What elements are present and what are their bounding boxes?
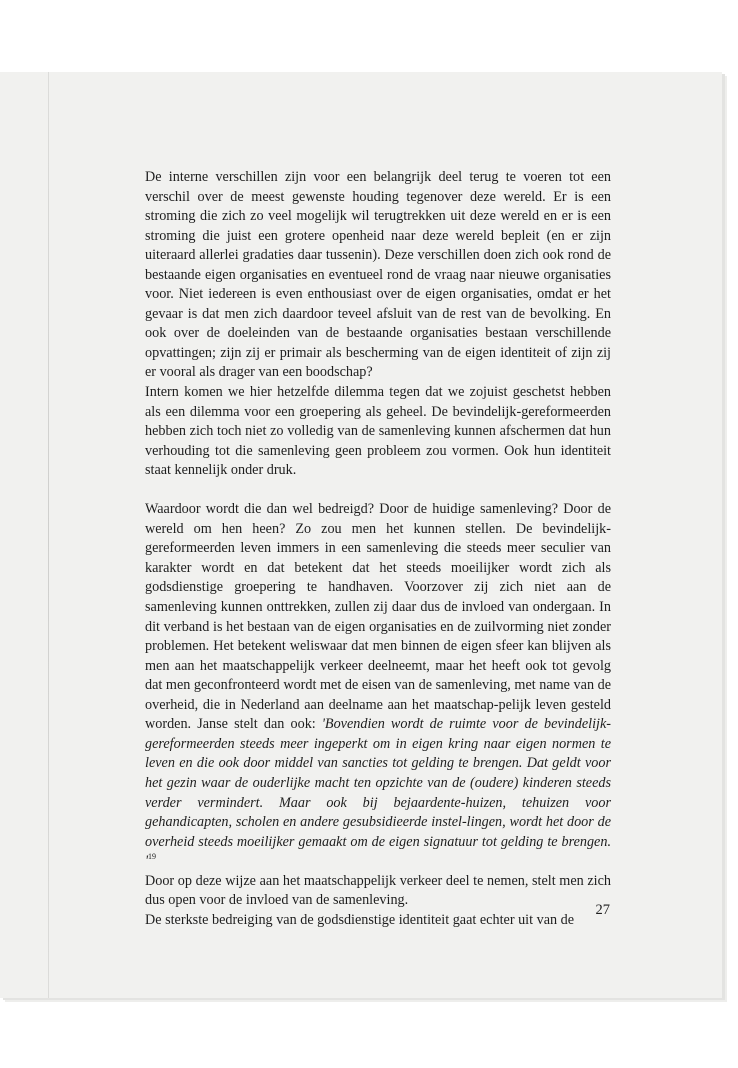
body-text [145,168,611,930]
paragraph-2: Intern komen we hier hetzelfde dilemma tegen dat we zojuist geschetst hebben als een dilemma voor een groepering als geheel. De bevindelijk-gereformeerden hebben zich toch niet zo volledig van de samenleving kunnen afschermen dat hun verhouding tot die samenleving geen probleem zou vormen. Ook hun identiteit staat kennelijk onder druk. [145,384,611,479]
book-page [0,72,722,998]
page-gutter-line [48,72,49,998]
footnote-marker: 19 [148,852,157,862]
paragraph-3-text: Waardoor wordt die dan wel bedreigd? Door de huidige samenleving? Door de wereld om hen heen? Zo zou men het kunnen stellen. De bevindelijk-gereformeerden leven immers in een samenleving die steeds meer seculier van karakter wordt en dat betekent dat het steeds moeilijker wordt zich als godsdienstige groepering te handhaven. Voorzover zij zich niet aan de samenleving kunnen onttrekken, zullen zij daar dus de invloed van ondergaan. In dit verband is het bestaan van de eigen organisaties en de zuilvorming niet zonder problemen. Het betekent weliswaar dat men binnen de eigen sfeer kan blijven als men aan het maatschappelijk verkeer deelneemt, maar het heeft ook tot gevolg dat men geconfronteerd wordt met de eisen van de samenleving, met name van de overheid, die in Nederland aan deelname aan het maatschap-pelijk leven gesteld worden. Janse stelt dan ook: [145,501,611,733]
paragraph-4: Door op deze wijze aan het maatschappelijk verkeer deel te nemen, stelt men zich dus open voor de invloed van de samenleving. [145,872,611,909]
page-number: 27 [595,902,610,918]
paragraph-5: De sterkste bedreiging van de godsdienstige identiteit gaat echter uit van de [145,911,575,928]
paragraph-1: De interne verschillen zijn voor een belangrijk deel terug te voeren tot een verschil over de meest gewenste houding tegenover deze wereld. Er is een stroming die zich zo veel mogelijk wil terugtrekken uit deze wereld en er is een stroming die juist een grotere openheid naar deze wereld bepleit (en er zijn uiteraard allerlei gradaties daar tussenin). Deze verschillen doen zich ook rond de bestaande eigen organisaties en eventueel rond de vraag naar nieuwe organisaties voor. Niet iedereen is even enthousiast over de eigen organisaties, omdat er het gevaar is dat men zich daardoor teveel afsluit van de rest van de bevolking. En ook over de doeleinden van de bestaande organisaties bestaan verschillende opvattingen; zijn zij er primair als bescherming van de eigen identiteit of zijn zij er vooral als drager van een boodschap? [145,169,611,381]
janse-quote: 'Bovendien wordt de ruimte voor de bevindelijk-gereformeerden steeds meer ingeperkt om in eigen kring naar eigen normen te leven en die ook door middel van sancties tot gelding te brengen. Dat geldt voor het gezin waar de ouderlijke macht ten opzichte van de (oudere) kinderen steeds verder vermindert. Maar ook bij bejaardente-huizen, tehuizen voor gehandicapten, scholen en andere gesubsidieerde instel-lingen, wordt het door de overheid steeds moeilijker gemaakt om de eigen signatuur tot gelding te brengen. ' [145,716,611,870]
paragraph-spacer [145,481,611,501]
paragraph-3 [145,500,611,871]
